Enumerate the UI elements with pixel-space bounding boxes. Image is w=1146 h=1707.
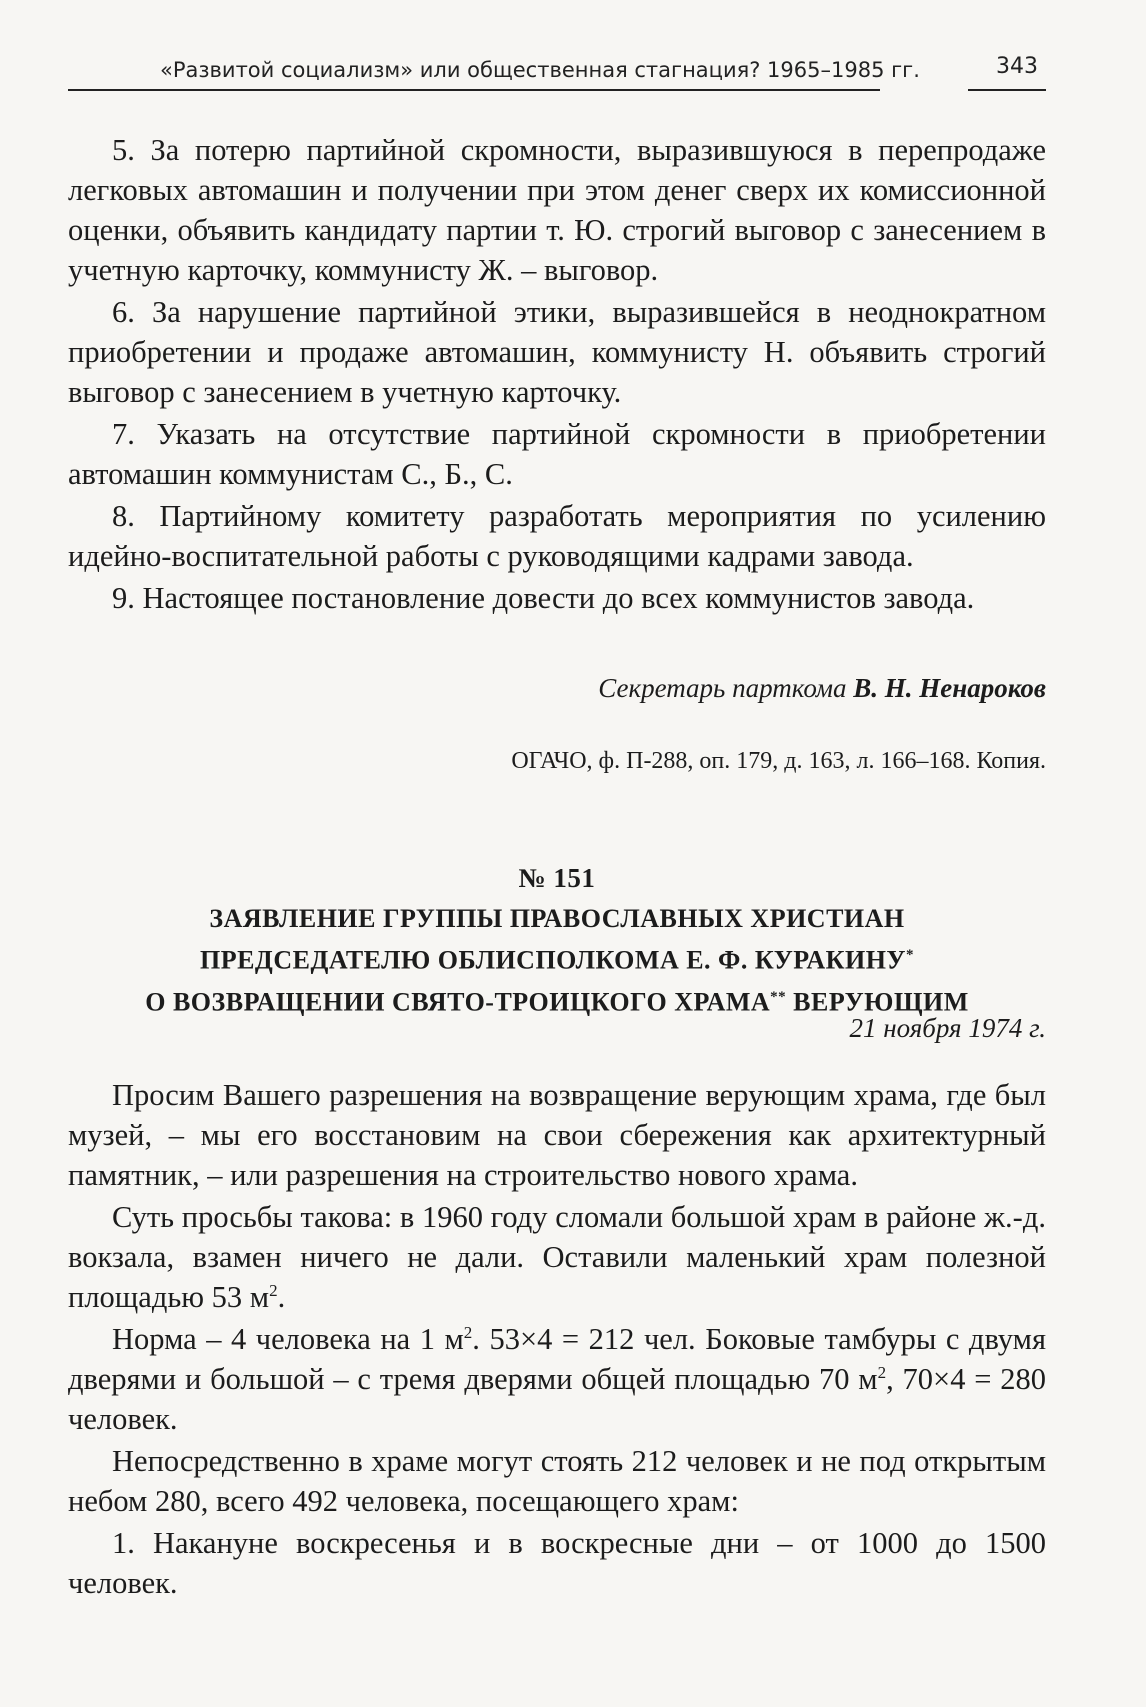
body-text: . 53×4 = 212 чел. Боковые тамбуры с двумя дверями и большой – с тремя дверями общей площадью 70 м (68, 1322, 1046, 1396)
body-text: Суть просьбы такова: в 1960 году сломали большой храм в районе ж.-д. вокзала, взамен ничего не дали. Оставили маленький храм полезной площадью 53 м (68, 1200, 1046, 1314)
title-line-2-text: ПРЕДСЕДАТЕЛЮ ОБЛИСПОЛКОМА Е. Ф. КУРАКИНУ (199, 945, 907, 975)
body-paragraph (68, 1319, 1046, 1439)
superscript: 2 (877, 1362, 887, 1382)
superscript: 2 (463, 1322, 473, 1342)
decision-text (68, 130, 1046, 620)
decision-item-5: 5. За потерю партийной скромности, выразившуюся в перепродаже легковых автомашин и получении при этом денег сверх их комиссионной оценки, объявить кандидату партии т. Ю. строгий выговор с занесением в учетную карточку, коммунисту Ж. – выговор. (68, 133, 1046, 287)
body-text: Норма – 4 человека на 1 м (112, 1322, 464, 1356)
signature-name: В. Н. Ненароков (853, 673, 1046, 703)
document-date: 21 ноября 1974 г. (849, 1013, 1046, 1043)
decision-item-6: 6. За нарушение партийной этики, выразившейся в неоднократном приобретении и продаже автомашин, коммунисту Н. объявить строгий выговор с занесением в учетную карточку. (68, 295, 1046, 409)
page-number: 343 (996, 54, 1038, 79)
body-paragraph: Просим Вашего разрешения на возвращение верующим храма, где был музей, – мы его восстановим на свои сбережения как архитектурный памятник, – или разрешения на строительство нового храма. (68, 1078, 1046, 1192)
body-paragraph (68, 1197, 1046, 1317)
header-rule (68, 89, 880, 91)
decision-item-7: 7. Указать на отсутствие партийной скромности в приобретении автомашин коммунистам С., Б., С. (68, 417, 1046, 491)
body-text: . (277, 1280, 286, 1314)
document-number: № 151 (518, 863, 596, 893)
title-line-3-end: ВЕРУЮЩИМ (786, 987, 969, 1017)
document-title-line-1: ЗАЯВЛЕНИЕ ГРУППЫ ПРАВОСЛАВНЫХ ХРИСТИАН (209, 904, 905, 933)
superscript: 2 (269, 1280, 278, 1300)
footnote-mark: * (906, 947, 915, 963)
document-title-line-2 (68, 937, 1046, 979)
page-number-rule (968, 89, 1046, 91)
signature-role: Секретарь парткома (598, 673, 847, 703)
body-paragraph: 1. Накануне воскресенья и в воскресные дни – от 1000 до 1500 человек. (68, 1526, 1046, 1600)
document-heading (68, 860, 1046, 1020)
decision-item-9: 9. Настоящее постановление довести до всех коммунистов завода. (112, 581, 975, 615)
body-paragraph: Непосредственно в храме могут стоять 212 человек и не под открытым небом 280, всего 492 человека, посещающего храм: (68, 1444, 1046, 1518)
archive-source: ОГАЧО, ф. П-288, оп. 179, д. 163, л. 166–168. Копия. (511, 748, 1046, 774)
footnote-mark: ** (770, 988, 787, 1005)
running-title: «Развитой социализм» или общественная стагнация? 1965–1985 гг. (160, 58, 920, 82)
signature (598, 673, 1046, 704)
title-line-3-text: О ВОЗВРАЩЕНИИ СВЯТО-ТРОИЦКОГО ХРАМА (145, 987, 771, 1017)
body-text: , 70×4 = 280 человек. (68, 1362, 1046, 1436)
decision-item-8: 8. Партийному комитету разработать мероприятия по усилению идейно-воспитательной работы с руководящими кадрами завода. (68, 499, 1046, 573)
document-body (68, 1075, 1046, 1605)
